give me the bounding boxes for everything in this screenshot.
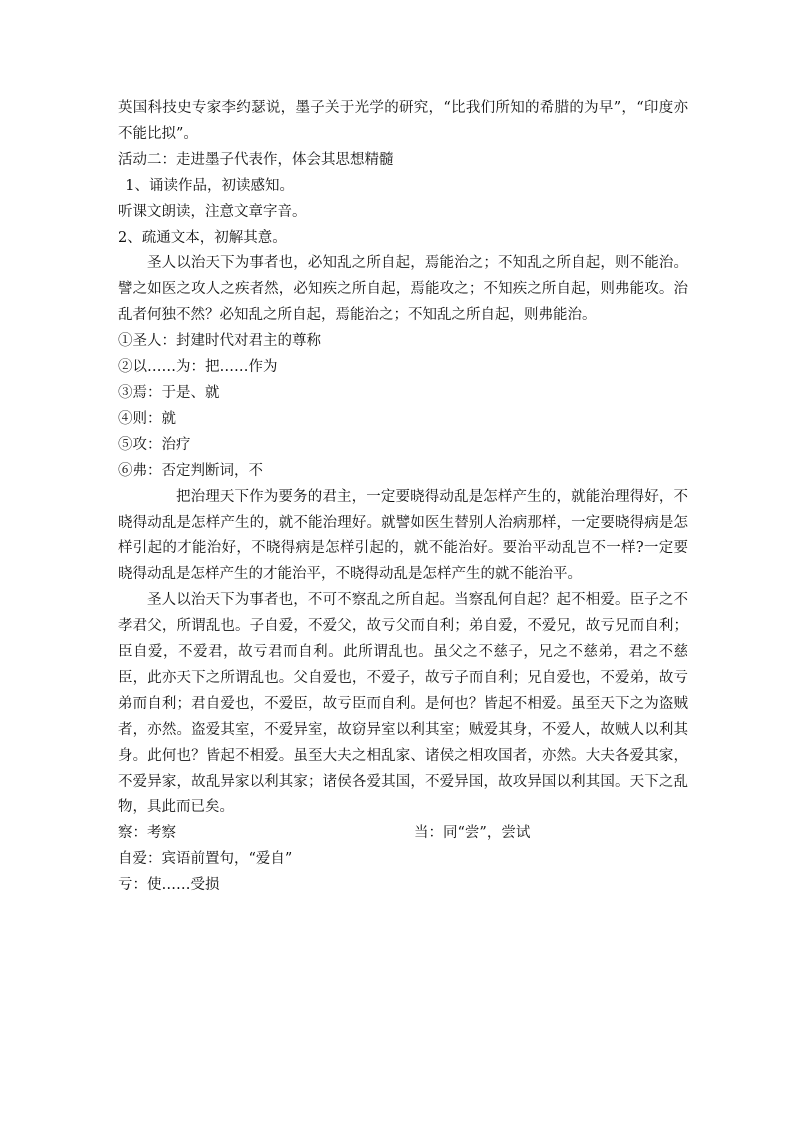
listen-instruction: 听课文朗读，注意文章字音。 bbox=[118, 203, 307, 220]
activity-heading: 活动二：走进墨子代表作，体会其思想精髓 bbox=[118, 151, 394, 168]
annotation-item: ②以……为：把……作为 bbox=[118, 359, 278, 376]
annotation-item: ①圣人：封建时代对君主的尊称 bbox=[118, 333, 321, 350]
translation-paragraph-1: 把治理天下作为要务的君主，一定要晓得动乱是怎样产生的，就能治理得好，不晓得动乱是怎样产生的，就不能治理好。就譬如医生替别人治病那样，一定要晓得病是怎样引起的才能治好，不晓得病是怎样引起的，就不能治好。要治平动乱岂不一样?一定要晓得动乱是怎样产生的才能治平，不晓得动乱是怎样产生的就不能治平。 bbox=[118, 488, 688, 583]
classical-text-2: 圣人以治天下为事者也，不可不察乱之所自起。当察乱何自起？起不相爱。臣子之不孝君父，所谓乱也。子自爱，不爱父，故亏父而自利；弟自爱，不爱兄，故亏兄而自利；臣自爱，不爱君，故亏君而自利。此所谓乱也。虽父之不慈子，兄之不慈弟，君之不慈臣，此亦天下之所谓乱也。父自爱也，不爱子，故亏子而自利；兄自爱也，不爱弟，故亏弟而自利；君自爱也，不爱臣，故亏臣而自利。是何也？皆起不相爱。虽至天下之为盗贼者，亦然。盗爱其室，不爱异室，故窃异室以利其室；贼爱其身，不爱人，故贼人以利其身。此何也？皆起不相爱。虽至大夫之相乱家、诸侯之相攻国者，亦然。大夫各爱其家，不爱异家，故乱异家以利其家；诸侯各爱其国，不爱异国，故攻异国以利其国。天下之乱物，具此而已矣。 bbox=[118, 592, 688, 816]
annotation-list-1 bbox=[118, 329, 688, 484]
step-2-heading: 2、疏通文本，初解其意。 bbox=[118, 229, 287, 246]
annotation-dang: 当：同“尝”，尝试 bbox=[414, 825, 531, 842]
annotation-kui: 亏：使……受损 bbox=[118, 877, 220, 894]
annotation-item: ③焉：于是、就 bbox=[118, 384, 220, 401]
annotation-item: ④则：就 bbox=[118, 410, 176, 427]
document-body bbox=[118, 96, 688, 899]
annotation-item: ⑤攻：治疗 bbox=[118, 436, 191, 453]
intro-paragraph: 英国科技史专家李约瑟说，墨子关于光学的研究，“比我们所知的希腊的为早”，“印度亦不能比拟”。 bbox=[118, 100, 688, 142]
classical-text-1: 圣人以治天下为事者也，必知乱之所自起，焉能治之；不知乱之所自起，则不能治。譬之如医之攻人之疾者然，必知疾之所自起，焉能攻之；不知疾之所自起，则弗能攻。治乱者何独不然？必知乱之所自起，焉能治之；不知乱之所自起，则弗能治。 bbox=[118, 255, 688, 324]
annotation-cha: 察：考察 bbox=[118, 825, 176, 842]
step-1-heading: 1、诵读作品，初读感知。 bbox=[125, 177, 294, 194]
annotation-row bbox=[118, 821, 688, 847]
annotation-item: ⑥弗：否定判断词，不 bbox=[118, 462, 263, 479]
annotation-ziai: 自爱：宾语前置句，“爱自” bbox=[118, 851, 293, 868]
